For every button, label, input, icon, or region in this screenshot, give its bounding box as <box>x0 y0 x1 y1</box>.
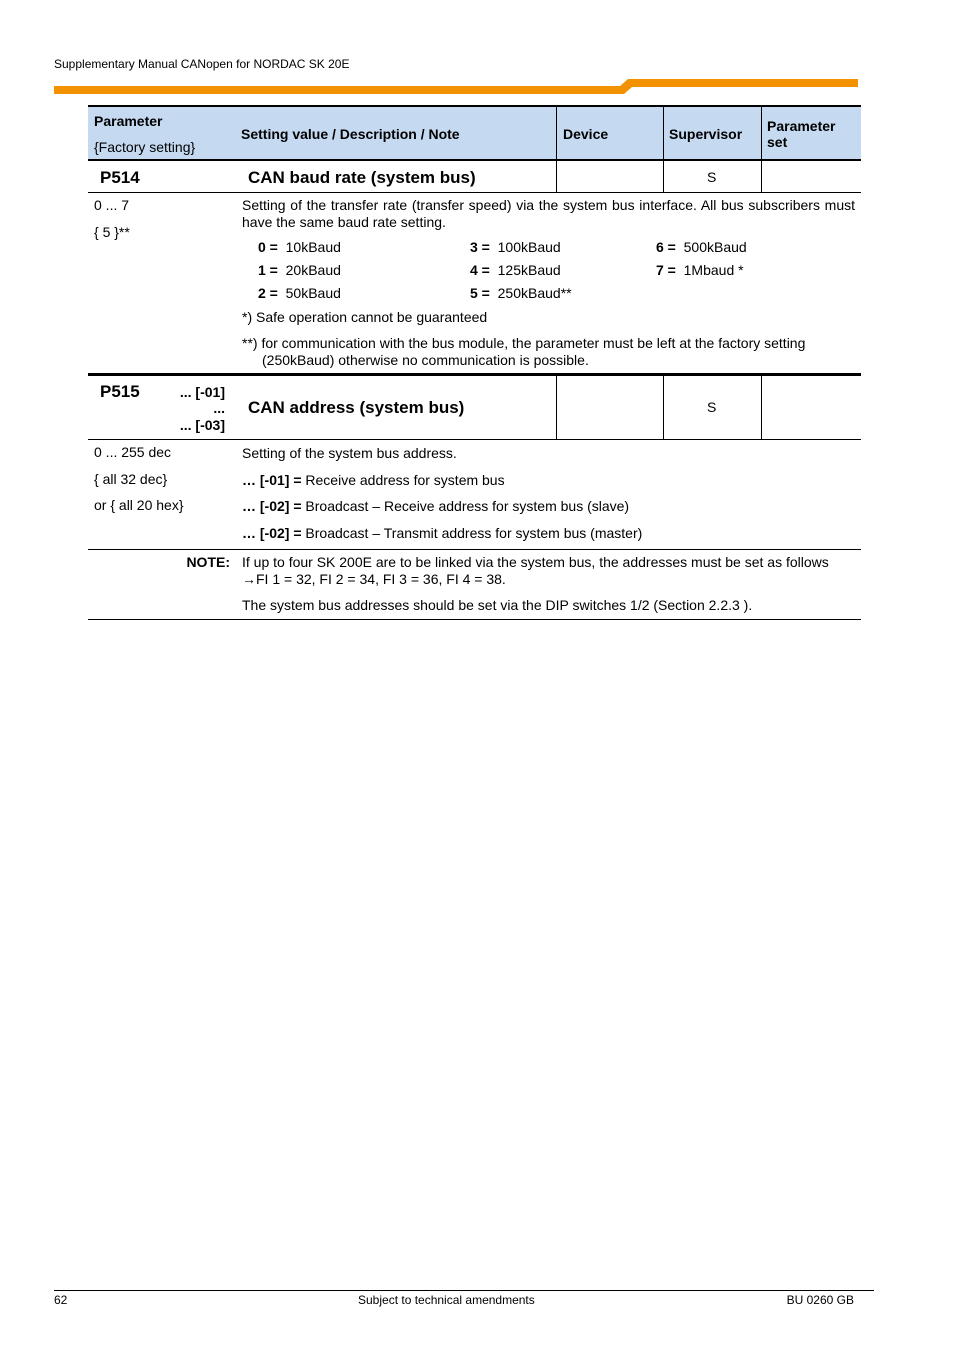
p514-note-factory-line2: (250kBaud) otherwise no communication is possible. <box>262 352 589 368</box>
divider <box>761 376 762 439</box>
footer-center-text: Subject to technical amendments <box>358 1293 535 1307</box>
p514-option-2: 2 = 50kBaud <box>258 285 341 301</box>
p514-note-safe-operation: *) Safe operation cannot be guaranteed <box>242 309 488 325</box>
p515-factory-dec: { all 32 dec} <box>94 471 168 487</box>
p515-item-01: … [-01] = Receive address for system bus <box>242 472 505 488</box>
p515-range: 0 ... 255 dec <box>94 444 172 460</box>
p515-array-end: ... [-03] <box>179 417 225 433</box>
note-line3: The system bus addresses should be set via the DIP switches 1/2 (Section 2.2.3 ). <box>242 597 753 613</box>
divider <box>88 373 861 376</box>
header-setting-value: Setting value / Description / Note <box>241 126 460 142</box>
arrow-right-icon: → <box>242 571 256 587</box>
footer-page-number: 62 <box>54 1293 68 1307</box>
divider <box>663 107 664 159</box>
p514-option-5: 5 = 250kBaud** <box>470 285 572 301</box>
p515-item-02-receive: … [-02] = Broadcast – Receive address for system bus (slave) <box>242 498 630 514</box>
divider <box>556 376 557 439</box>
note-label: NOTE: <box>186 554 230 570</box>
header-supervisor: Supervisor <box>669 126 743 142</box>
p515-factory-hex: or { all 20 hex} <box>94 497 184 513</box>
note-line2: →FI 1 = 32, FI 2 = 34, FI 3 = 36, FI 4 = 38. <box>242 571 506 587</box>
p514-title: CAN baud rate (system bus) <box>248 168 476 187</box>
divider <box>88 439 861 440</box>
p515-item-02-transmit: … [-02] = Broadcast – Transmit address for system bus (master) <box>242 525 643 541</box>
p515-array-start: ... [-01] <box>179 384 225 400</box>
divider <box>556 161 557 192</box>
footer-rule <box>54 1290 874 1291</box>
p514-code: P514 <box>100 168 140 187</box>
p515-array-ellipsis: ... <box>213 400 225 416</box>
divider <box>556 107 557 159</box>
divider <box>88 192 861 193</box>
p514-option-0: 0 = 10kBaud <box>258 239 341 255</box>
divider <box>761 161 762 192</box>
p515-supervisor: S <box>707 399 717 415</box>
divider <box>761 107 762 159</box>
p514-option-7: 7 = 1Mbaud * <box>656 262 744 278</box>
p514-range: 0 ... 7 <box>94 197 130 213</box>
document-title: Supplementary Manual CANopen for NORDAC SK 20E <box>54 57 350 71</box>
p514-option-6: 6 = 500kBaud <box>656 239 747 255</box>
p514-option-4: 4 = 125kBaud <box>470 262 561 278</box>
p514-option-1: 1 = 20kBaud <box>258 262 341 278</box>
p514-supervisor: S <box>707 169 717 185</box>
p515-code: P515 <box>100 382 140 401</box>
orange-header-bar <box>54 79 858 95</box>
note-line1: If up to four SK 200E are to be linked via the system bus, the addresses must be set as follows <box>242 554 829 570</box>
divider <box>663 376 664 439</box>
table-header-row <box>88 105 861 161</box>
header-parameter-set-line1: Parameter <box>767 118 836 134</box>
p514-factory-setting: { 5 }** <box>94 224 130 240</box>
header-parameter-set-line2: set <box>767 134 788 150</box>
divider <box>88 549 861 550</box>
header-device: Device <box>563 126 609 142</box>
divider <box>88 619 861 620</box>
divider <box>663 161 664 192</box>
header-factory-setting: {Factory setting} <box>94 139 196 155</box>
p515-description: Setting of the system bus address. <box>242 445 457 461</box>
p514-option-3: 3 = 100kBaud <box>470 239 561 255</box>
p515-title: CAN address (system bus) <box>248 398 465 417</box>
p514-note-factory-line1: **) for communication with the bus module, the parameter must be left at the factory setting <box>242 335 806 351</box>
header-parameter: Parameter <box>94 113 163 129</box>
footer-document-id: BU 0260 GB <box>786 1293 854 1307</box>
p514-description: Setting of the transfer rate (transfer speed) via the system bus interface. All bus subscribers must have the same baud rate setting. <box>242 197 855 230</box>
